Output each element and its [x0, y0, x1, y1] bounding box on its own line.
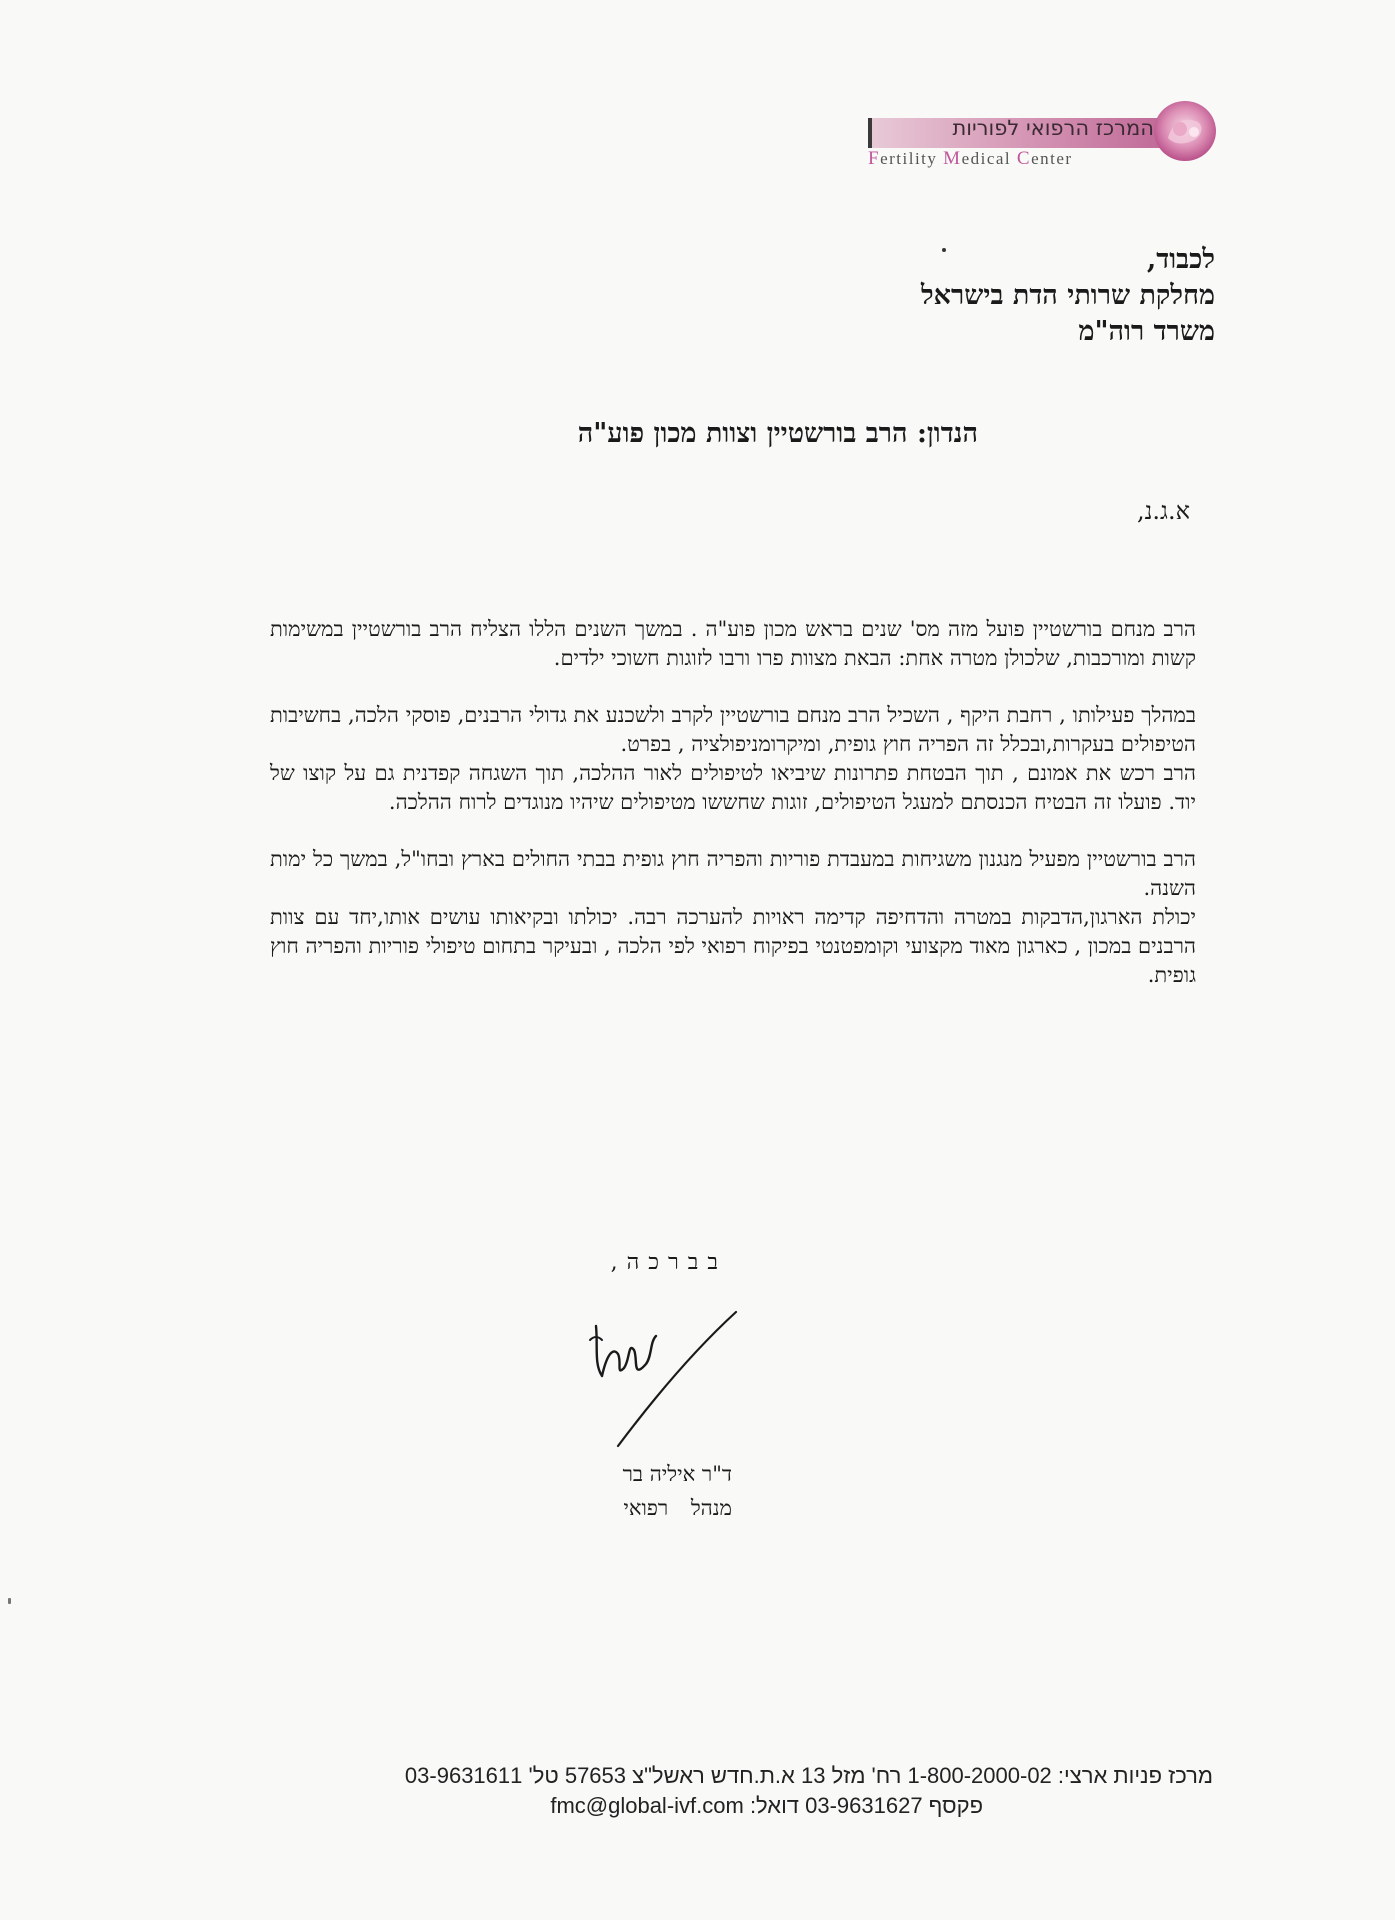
- subject-line: הנדון: הרב בורשטיין וצוות מכון פוע"ה: [577, 418, 978, 449]
- scan-speck: [8, 1598, 11, 1604]
- fertility-medical-center-logo: [860, 96, 1220, 180]
- stray-dot: [942, 248, 946, 252]
- body-paragraph: יכולת הארגון,הדבקות במטרה והדחיפה קדימה ראויות להערכה רבה. יכולתו ובקיאותו עושים אותו,יחד עם צוות הרבנים במכון , כארגון מאוד מקצועי וקומפטנטי בפיקוח רפואי לפי הלכה , ובעיקר בתחום טיפולי פוריות והפריה חוץ גופית.: [270, 905, 1197, 987]
- body-paragraph: הרב בורשטיין מפעיל מנגנון משגיחות במעבדת פוריות והפריה חוץ גופית בבתי החולים בארץ ובחו"ל, במשך כל ימות השנה.: [270, 847, 1196, 900]
- handwritten-signature: [588, 1306, 748, 1456]
- signer-block: [532, 1457, 732, 1525]
- body-paragraph: הרב רכש את אמונם , תוך הבטחת פתרונות שיביאו לטיפולים לאור ההלכה, תוך השגחה קפדנית גם על קוצו של יוד. פועלו זה הבטיח הכנסתם למעגל הטיפולים, זוגות שחששו מטיפולים שיהיו מנוגדים לרוח ההלכה.: [270, 761, 1196, 814]
- recipient-address: [515, 242, 1215, 350]
- signer-name: ד"ר איליה בר: [622, 1462, 732, 1486]
- recipient-office: משרד רוה"מ: [1078, 316, 1215, 347]
- greeting: א.ג.נ,: [1136, 497, 1190, 525]
- letter-body: [270, 615, 1196, 1018]
- closing: בברכה,: [610, 1250, 727, 1275]
- recipient-department: מחלקת שרותי הדת בישראל: [921, 280, 1215, 311]
- logo-hebrew-name: המרכז הרפואי לפוריות: [952, 116, 1154, 140]
- body-paragraph: במהלך פעילותו , רחבת היקף , השכיל הרב מנחם בורשטיין לקרב ולשכנע את גדולי הרבנים, פוסקי הלכה, בחשיבות הטיפולים בעקרות,ובכלל זה הפריה חוץ גופית, ומיקרומניפולציה , בפרט.: [270, 703, 1196, 756]
- salutation: לכבוד,: [1146, 244, 1215, 275]
- footer-contact: מרכז פניות ארצי: 1-800-2000-02 רח' מזל 13 א.ת.חדש ראשל"צ 57653 טל' 03-9631611: [404, 1763, 1213, 1788]
- footer-fax-email: פקסף 03-9631627 דואל: fmc@global-ivf.com: [550, 1793, 983, 1818]
- signer-title: מנהל רפואי: [623, 1496, 732, 1520]
- letter-footer: [233, 1761, 1213, 1821]
- logo-english-name: Fertility Medical Center: [868, 148, 1073, 169]
- body-paragraph: הרב מנחם בורשטיין פועל מזה מס' שנים בראש מכון פוע"ה . במשך השנים הללו הצליח הרב בורשטיין במשימות קשות ומורכבות, שלכולן מטרה אחת: הבאת מצוות פרו ורבו לזוגות חשוכי ילדים.: [270, 617, 1196, 670]
